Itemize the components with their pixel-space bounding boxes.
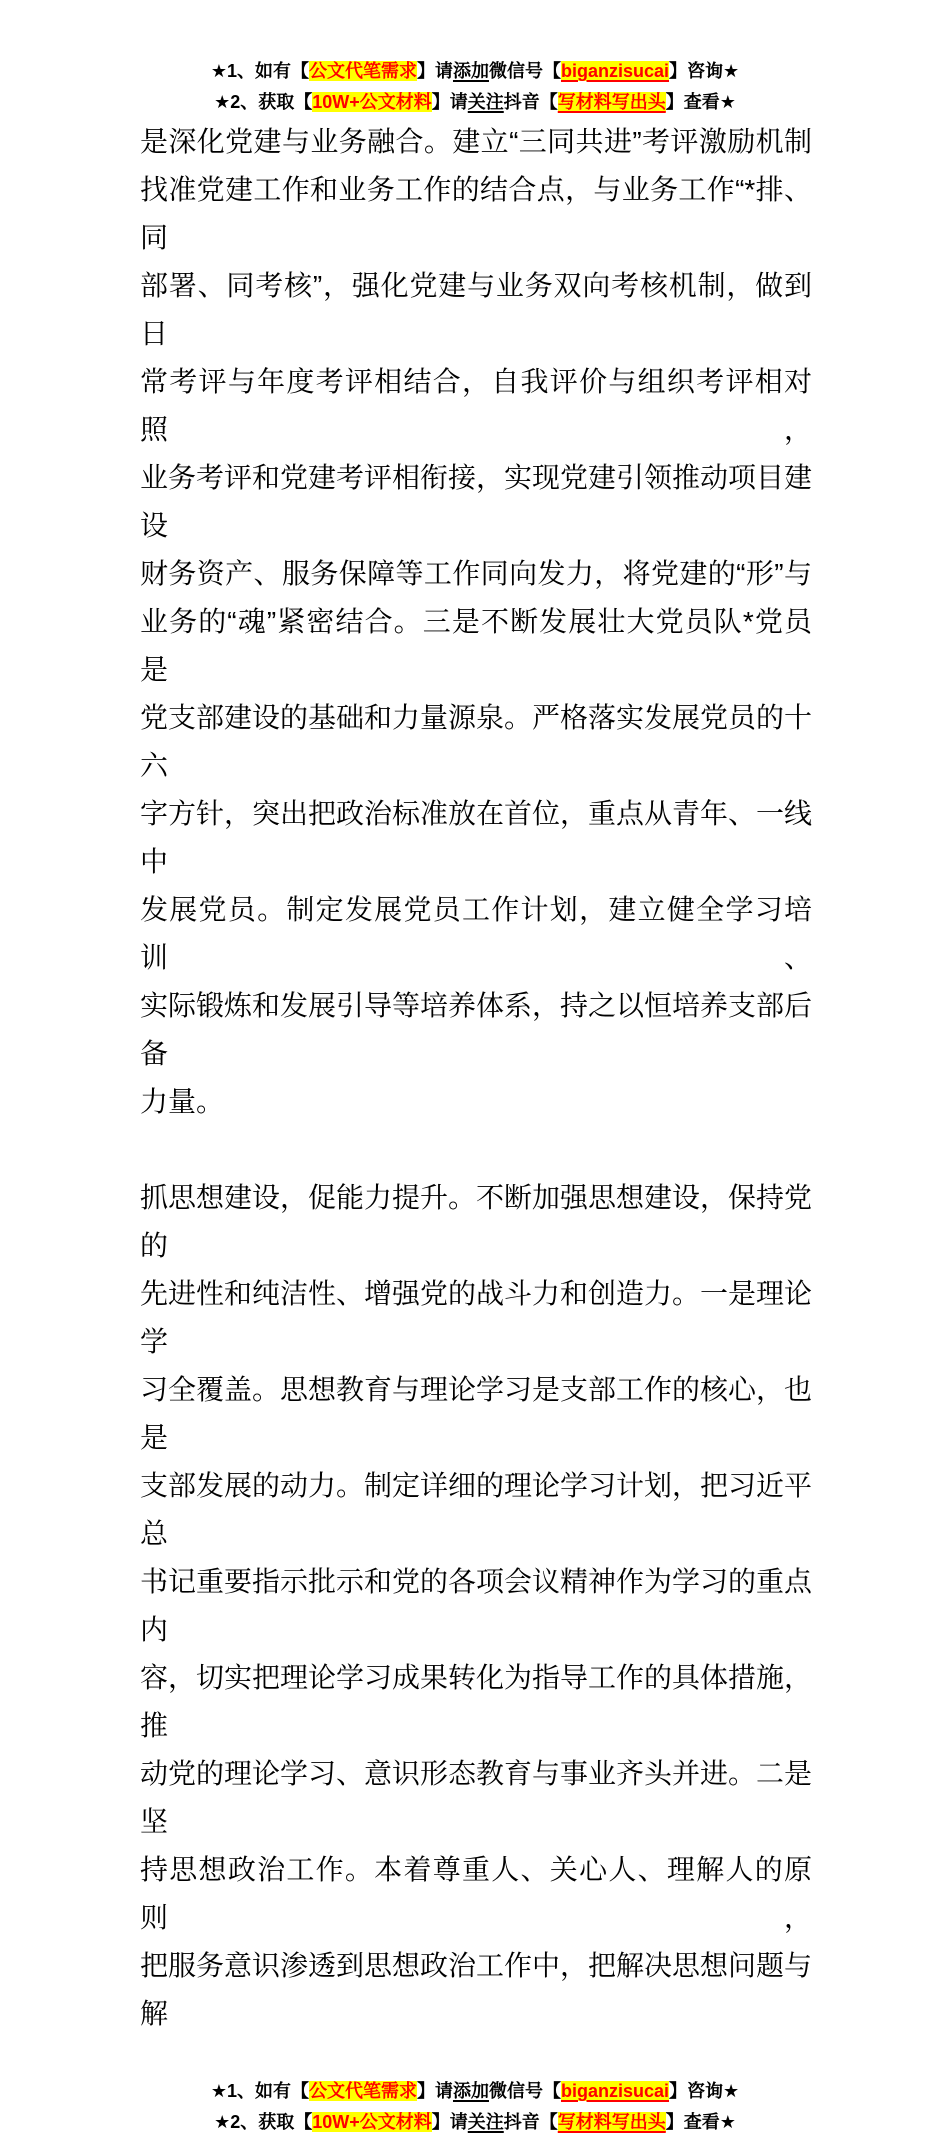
- promo-segment: 关注: [467, 92, 504, 112]
- body-line: 发展党员。制定发展党员工作计划，建立健全学习培训、: [140, 894, 812, 973]
- body-line: 容，切实把理论学习成果转化为指导工作的具体措施，推: [140, 1662, 813, 1741]
- promo-segment: 关注: [467, 2112, 504, 2132]
- promo-segment-highlight: 10W+公文材料: [312, 2112, 432, 2132]
- body-line: 持思想政治工作。本着尊重人、关心人、理解人的原则，: [140, 1854, 812, 1933]
- promo-segment: 添加: [452, 61, 489, 81]
- promo-segment: 微信号【: [488, 61, 561, 81]
- body-line: 动党的理论学习、意识形态教育与事业齐头并进。二是坚: [140, 1758, 813, 1837]
- promo-header-line-1: [0, 56, 950, 87]
- body-line: 先进性和纯洁性、增强党的战斗力和创造力。一是理论学: [140, 1278, 813, 1357]
- body-line: 业务考评和党建考评相衔接，实现党建引领推动项目建设: [140, 462, 813, 541]
- promo-segment: ★2、获取【: [214, 2112, 313, 2132]
- body-line: 抓思想建设，促能力提升。不断加强思想建设，保持党的: [140, 1182, 813, 1261]
- paragraph-party-business-integration: [140, 118, 812, 1126]
- promo-segment: 】咨询★: [669, 61, 740, 81]
- body-line: 习全覆盖。思想教育与理论学习是支部工作的核心，也是: [140, 1374, 813, 1453]
- promo-segment: 】请: [416, 61, 453, 81]
- document-body: [140, 118, 812, 2038]
- body-line: 是深化党建与业务融合。建立“三同共进”考评激励机制: [140, 126, 812, 157]
- promo-segment-highlight: 公文代笔需求: [308, 61, 417, 81]
- body-line: 把服务意识渗透到思想政治工作中，把解决思想问题与解: [140, 1950, 813, 2029]
- promo-segment: 微信号【: [488, 2081, 561, 2101]
- body-line: 部署、同考核”，强化党建与业务双向考核机制，做到日: [140, 270, 812, 349]
- body-line: 书记重要指示批示和党的各项会议精神作为学习的重点内: [140, 1566, 813, 1645]
- body-line: 财务资产、服务保障等工作同向发力，将党建的“形”与: [140, 558, 812, 589]
- promo-segment: 】查看★: [665, 92, 736, 112]
- promo-footer-line-2: [0, 2107, 950, 2138]
- body-line: 实际锻炼和发展引导等培养体系，持之以恒培养支部后备: [140, 990, 813, 1069]
- body-line: 力量。: [140, 1086, 225, 1117]
- promo-footer-line-1: [0, 2076, 950, 2107]
- promo-footer: [0, 2076, 950, 2138]
- promo-segment-highlight: 写材料写出头: [557, 92, 666, 112]
- promo-header: [0, 0, 950, 118]
- promo-segment-highlight: biganzisucai: [560, 61, 670, 81]
- promo-segment-highlight: 写材料写出头: [557, 2112, 666, 2132]
- promo-segment: ★2、获取【: [214, 92, 313, 112]
- promo-header-line-2: [0, 87, 950, 118]
- promo-segment: 】咨询★: [669, 2081, 740, 2101]
- body-line: 支部发展的动力。制定详细的理论学习计划，把习近平总: [140, 1470, 813, 1549]
- promo-segment: 添加: [452, 2081, 489, 2101]
- body-line: 找准党建工作和业务工作的结合点，与业务工作“*排、同: [140, 174, 812, 253]
- promo-segment: 】请: [431, 2112, 468, 2132]
- promo-segment-highlight: 公文代笔需求: [308, 2081, 417, 2101]
- promo-segment: ★1、如有【: [210, 61, 309, 81]
- promo-segment: ★1、如有【: [210, 2081, 309, 2101]
- promo-segment: 】请: [416, 2081, 453, 2101]
- promo-segment: 】请: [431, 92, 468, 112]
- body-line: 业务的“魂”紧密结合。三是不断发展壮大党员队*党员是: [140, 606, 812, 685]
- paragraph-ideological-construction: [140, 1174, 812, 2038]
- promo-segment-highlight: 10W+公文材料: [312, 92, 432, 112]
- promo-segment: 】查看★: [665, 2112, 736, 2132]
- promo-segment: 抖音【: [503, 92, 558, 112]
- body-line: 党支部建设的基础和力量源泉。严格落实发展党员的十六: [140, 702, 813, 781]
- promo-segment: 抖音【: [503, 2112, 558, 2132]
- promo-segment-highlight: biganzisucai: [560, 2081, 670, 2101]
- body-line: 字方针，突出把政治标准放在首位，重点从青年、一线中: [140, 798, 813, 877]
- body-line: 常考评与年度考评相结合，自我评价与组织考评相对照，: [140, 366, 812, 445]
